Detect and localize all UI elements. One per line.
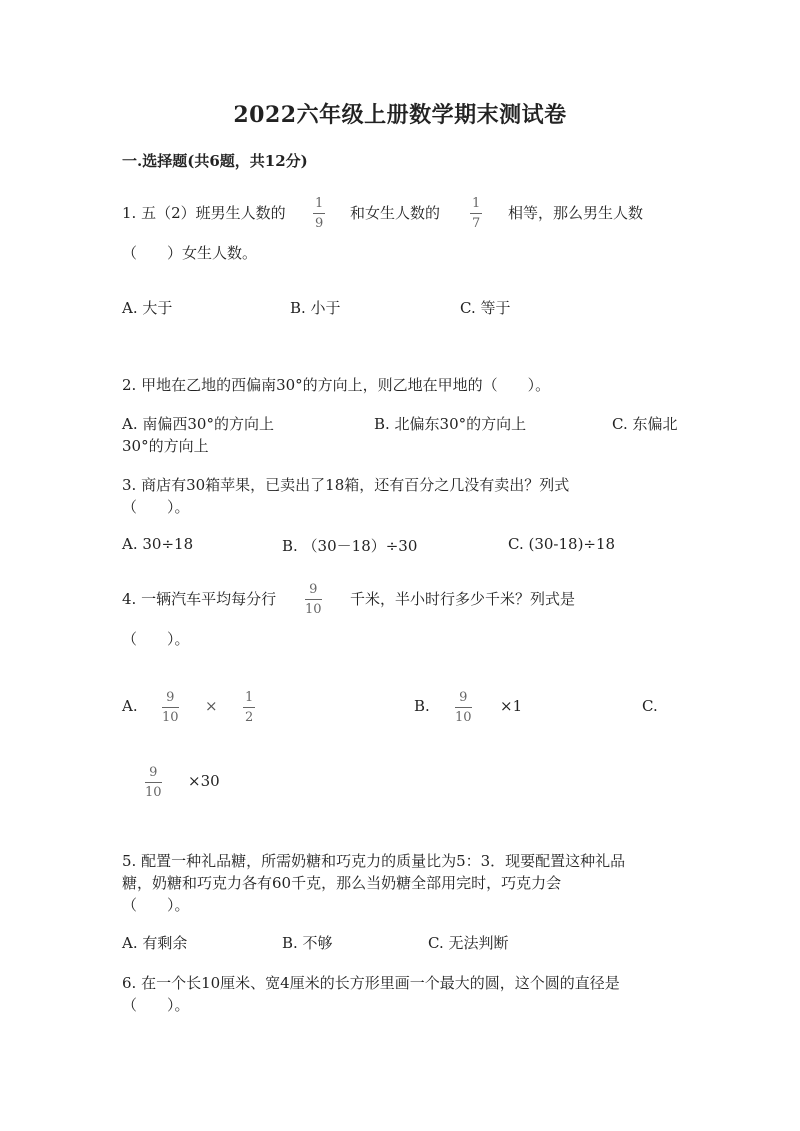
q2-option-b[interactable]: B. 北偏东30°的方向上 bbox=[374, 415, 527, 433]
q4-frac-denominator: 10 bbox=[305, 602, 322, 617]
q4-option-a-fraction-2 bbox=[243, 691, 255, 724]
q2-text: 2. 甲地在乙地的西偏南30°的方向上，则乙地在甲地的（ ）。 bbox=[122, 376, 551, 394]
q4-b-frac-numerator: 9 bbox=[459, 690, 468, 705]
q1-frac1-denominator: 9 bbox=[315, 216, 324, 231]
q4-a-frac1-denominator: 10 bbox=[162, 710, 179, 725]
q4-option-a-fraction-1 bbox=[162, 691, 179, 724]
q4-fraction bbox=[305, 583, 322, 616]
q4-c-frac-denominator: 10 bbox=[145, 785, 162, 800]
q5-text-line2: 糖，奶糖和巧克力各有60千克，那么当奶糖全部用完时，巧克力会 bbox=[122, 874, 562, 892]
q4-option-b-fraction bbox=[455, 691, 472, 724]
q1-text-part3: 相等，那么男生人数 bbox=[508, 204, 644, 222]
q1-frac2-numerator: 1 bbox=[472, 196, 481, 211]
q1-text-part1: 1. 五（2）班男生人数的 bbox=[122, 204, 286, 222]
q5-option-b[interactable]: B. 不够 bbox=[282, 934, 333, 952]
q1-option-a[interactable]: A. 大于 bbox=[122, 299, 173, 317]
q6-text-line1: 6. 在一个长10厘米、宽4厘米的长方形里画一个最大的圆，这个圆的直径是 bbox=[122, 974, 620, 992]
q1-fraction-2 bbox=[470, 197, 482, 230]
q5-text-line1: 5. 配置一种礼品糖，所需奶糖和巧克力的质量比为5：3．现要配置这种礼品 bbox=[122, 852, 626, 870]
q5-option-c[interactable]: C. 无法判断 bbox=[428, 934, 509, 952]
q5-option-a[interactable]: A. 有剩余 bbox=[122, 934, 188, 952]
q4-option-c-times: ×30 bbox=[188, 772, 220, 790]
q1-text-line2: （ ）女生人数。 bbox=[122, 244, 258, 262]
q4-option-b-label[interactable]: B. bbox=[414, 697, 430, 715]
q4-a-frac1-numerator: 9 bbox=[166, 690, 175, 705]
q4-frac-numerator: 9 bbox=[309, 582, 318, 597]
q4-option-c-label[interactable]: C. bbox=[642, 697, 658, 715]
q4-option-b-times: ×1 bbox=[500, 697, 523, 715]
q4-text-part1: 4. 一辆汽车平均每分行 bbox=[122, 590, 277, 608]
q4-text-part2: 千米，半小时行多少千米？列式是 bbox=[350, 590, 576, 608]
q1-frac2-denominator: 7 bbox=[472, 216, 481, 231]
q4-a-frac2-denominator: 2 bbox=[245, 710, 254, 725]
q1-frac1-numerator: 1 bbox=[315, 196, 324, 211]
q4-option-a-label[interactable]: A. bbox=[122, 697, 138, 715]
q2-option-c[interactable]: C. 东偏北 bbox=[612, 415, 678, 433]
q1-text-part2: 和女生人数的 bbox=[350, 204, 441, 222]
q3-option-c[interactable]: C. (30-18)÷18 bbox=[508, 535, 616, 553]
q5-text-line3: （ ）。 bbox=[122, 896, 190, 914]
section-heading: 一.选择题(共6题，共12分) bbox=[122, 152, 308, 170]
q4-option-a-times: × bbox=[205, 697, 218, 715]
q4-a-frac2-numerator: 1 bbox=[245, 690, 254, 705]
q6-text-line2: （ ）。 bbox=[122, 996, 190, 1014]
q4-option-c-fraction bbox=[145, 766, 162, 799]
page-title: 2022六年级上册数学期末测试卷 bbox=[233, 102, 567, 128]
q3-text: 3. 商店有30箱苹果，已卖出了18箱，还有百分之几没有卖出？列式 bbox=[122, 476, 570, 494]
q2-option-a[interactable]: A. 南偏西30°的方向上 bbox=[122, 415, 274, 433]
q4-text-line2: （ ）。 bbox=[122, 630, 190, 648]
q4-c-frac-numerator: 9 bbox=[149, 765, 158, 780]
q1-option-c[interactable]: C. 等于 bbox=[460, 299, 511, 317]
q1-fraction-1 bbox=[313, 197, 325, 230]
q2-option-c-cont: 30°的方向上 bbox=[122, 437, 209, 455]
q3-text-line2: （ ）。 bbox=[122, 498, 190, 516]
q3-option-b[interactable]: B. （30－18）÷30 bbox=[282, 537, 418, 555]
q1-option-b[interactable]: B. 小于 bbox=[290, 299, 341, 317]
q3-option-a[interactable]: A. 30÷18 bbox=[122, 535, 194, 553]
q4-b-frac-denominator: 10 bbox=[455, 710, 472, 725]
